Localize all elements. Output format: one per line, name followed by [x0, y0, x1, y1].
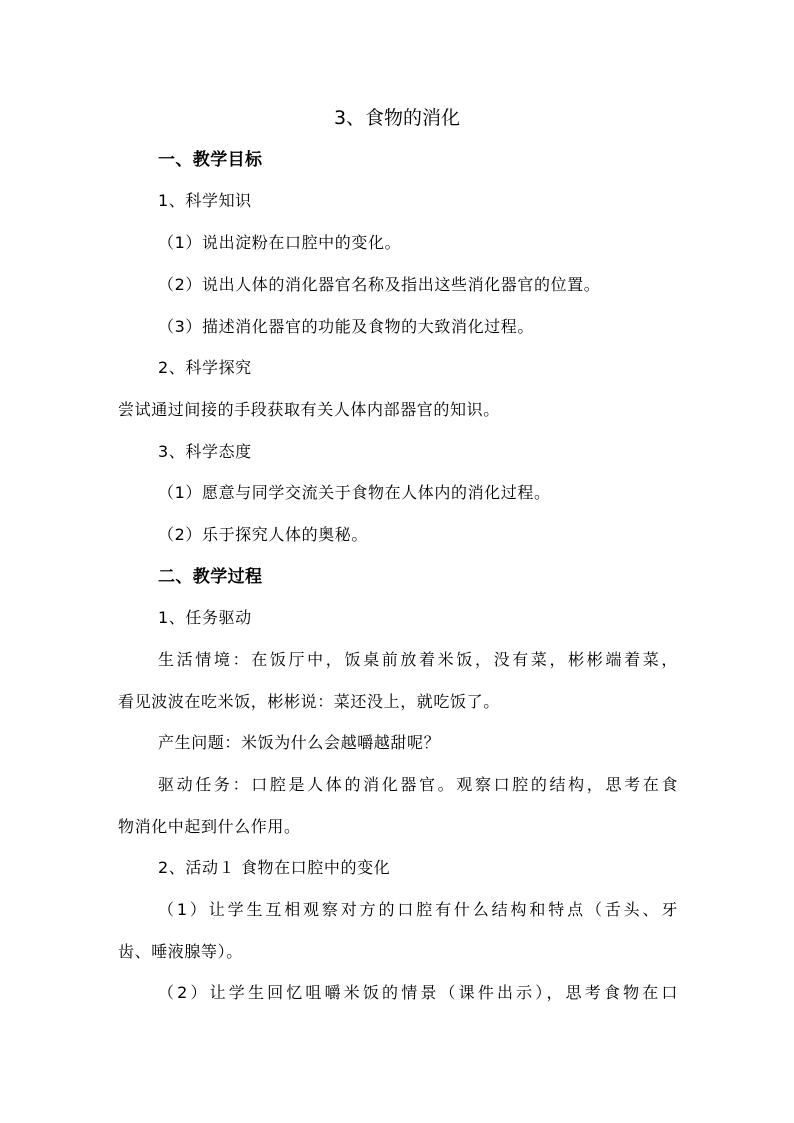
subheading-scientific-inquiry: 2、科学探究 — [158, 358, 252, 377]
paragraph-line: 物消化中起到什么作用。 — [118, 817, 301, 836]
paragraph-line: （1）说出淀粉在口腔中的变化。 — [158, 233, 402, 252]
section-heading-teaching-objectives: 一、教学目标 — [158, 150, 263, 170]
paragraph-line: （2）让学生回忆咀嚼米饭的情景（课件出示），思考食物在口 — [158, 983, 678, 1002]
document-title: 3、食物的消化 — [333, 107, 461, 129]
paragraph-line: 驱动任务：口腔是人体的消化器官。观察口腔的结构，思考在食 — [158, 775, 678, 794]
paragraph-line: 齿、唾液腺等）。 — [118, 942, 243, 961]
paragraph-line: 尝试通过间接的手段获取有关人体内部器官的知识。 — [118, 400, 500, 419]
paragraph-line: （2）说出人体的消化器官名称及指出这些消化器官的位置。 — [158, 275, 601, 294]
paragraph-line: （1）愿意与同学交流关于食物在人体内的消化过程。 — [158, 483, 551, 502]
paragraph-line: 生活情境：在饭厅中，饭桌前放着米饭，没有菜，彬彬端着菜， — [158, 650, 678, 669]
subheading-task-driven: 1、任务驱动 — [158, 608, 252, 627]
paragraph-line: 产生问题：米饭为什么会越嚼越甜呢？ — [158, 733, 441, 752]
section-heading-teaching-process: 二、教学过程 — [158, 567, 263, 587]
subheading-activity-1: 2、活动１ 食物在口腔中的变化 — [158, 858, 391, 877]
paragraph-line: （3）描述消化器官的功能及食物的大致消化过程。 — [158, 317, 534, 336]
paragraph-line: （2）乐于探究人体的奥秘。 — [158, 525, 368, 544]
subheading-scientific-knowledge: 1、科学知识 — [158, 191, 252, 210]
paragraph-line: （1）让学生互相观察对方的口腔有什么结构和特点（舌头、牙 — [158, 900, 678, 919]
subheading-scientific-attitude: 3、科学态度 — [158, 442, 252, 461]
paragraph-line: 看见波波在吃米饭，彬彬说：菜还没上，就吃饭了。 — [118, 692, 500, 711]
